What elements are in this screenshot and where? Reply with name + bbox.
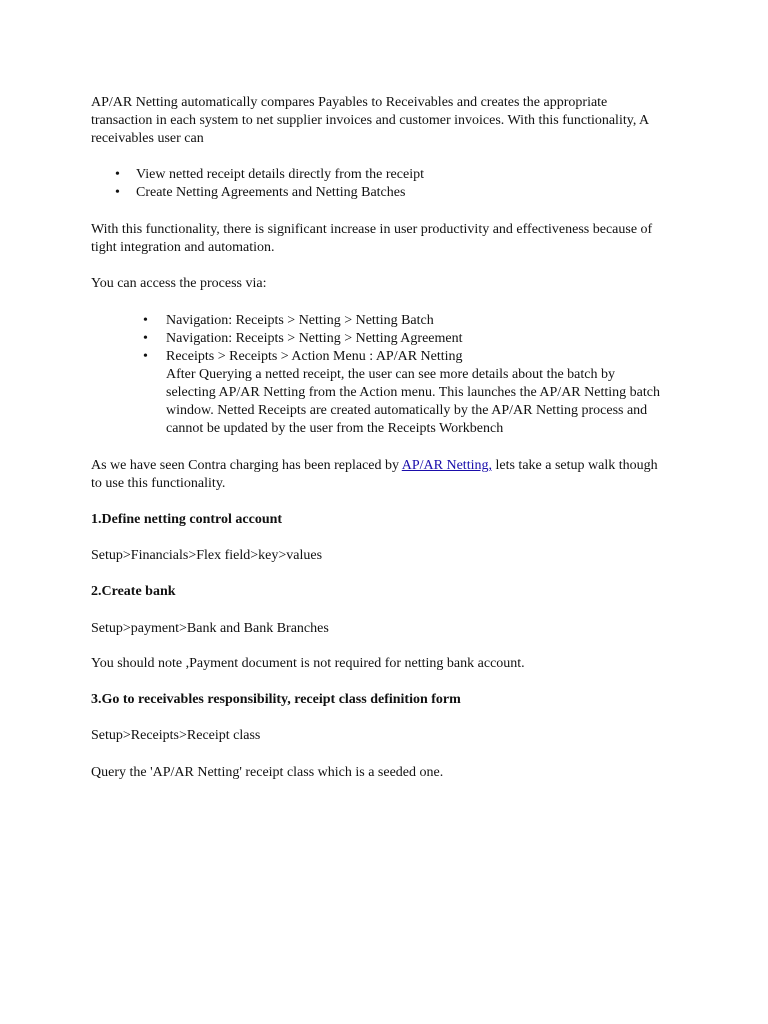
- list-item: • Navigation: Receipts > Netting > Netting Batch: [91, 312, 691, 330]
- step2-note: You should note ,Payment document is not required for netting bank account.: [91, 656, 525, 671]
- list-item: • Create Netting Agreements and Netting Batches: [91, 184, 691, 202]
- navigation-list: [91, 312, 691, 438]
- list-item: • Navigation: Receipts > Netting > Netting Agreement: [91, 330, 691, 348]
- productivity-paragraph: With this functionality, there is significant increase in user productivity and effectiveness because of tight integration and automation.: [91, 222, 653, 255]
- step1-path: Setup>Financials>Flex field>key>values: [91, 548, 323, 563]
- step1-heading: 1.Define netting control account: [91, 512, 283, 527]
- list-item-detail: After Querying a netted receipt, the user can see more details about the batch by selecting AP/AR Netting from the Action menu. This launches the AP/AR Netting batch window. Netted Receipts are created automatically by the AP/AR Netting process and cannot be updated by the user from the Receipts Workbench: [166, 367, 660, 436]
- step3-path: Setup>Receipts>Receipt class: [91, 728, 261, 743]
- intro-paragraph: AP/AR Netting automatically compares Payables to Receivables and creates the appropriate transaction in each system to net supplier invoices and customer invoices. With this functionality, A receivables user can: [91, 95, 649, 146]
- step2-heading: 2.Create bank: [91, 584, 176, 599]
- capabilities-list: [91, 166, 691, 202]
- paragraph-text: lets take a setup walk though to use this functionality.: [91, 458, 658, 491]
- access-paragraph: You can access the process via:: [91, 276, 267, 291]
- step2-path: Setup>payment>Bank and Bank Branches: [91, 621, 329, 636]
- list-item-label: Receipts > Receipts > Action Menu : AP/AR Netting: [166, 349, 463, 364]
- ap-ar-netting-link[interactable]: AP/AR Netting,: [401, 458, 492, 473]
- step3-heading: 3.Go to receivables responsibility, receipt class definition form: [91, 692, 461, 707]
- contra-paragraph: [91, 457, 671, 493]
- list-item: [91, 348, 691, 438]
- step3-note: Query the 'AP/AR Netting' receipt class which is a seeded one.: [91, 765, 444, 780]
- list-item: • View netted receipt details directly from the receipt: [91, 166, 691, 184]
- paragraph-text: As we have seen Contra charging has been replaced by: [91, 458, 402, 473]
